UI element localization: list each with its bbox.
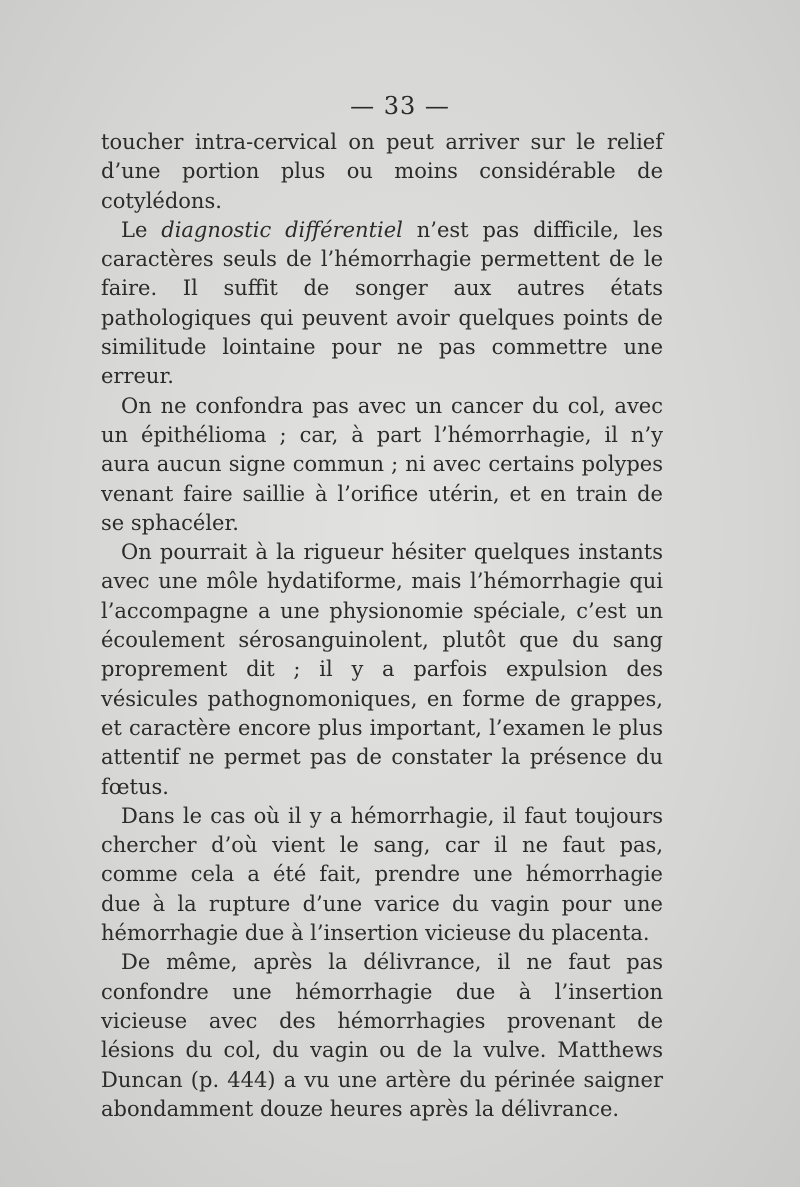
text-run: Dans le cas où il y a hémorrhagie, il faut toujours chercher d’où vient le sang, car il ne faut pas, comme cela a été fait, prendre une hémorrhagie due à la rupture d’une varice du vagin pour une hémorrhagie due à l’insertion vicieuse du placenta. — [101, 803, 663, 946]
text-run: Le — [121, 217, 162, 242]
text-run: toucher intra-cervical on peut arriver sur le relief d’une portion plus ou moins considérable de cotylédons. — [101, 130, 663, 213]
italic-term: diagnostic différentiel — [161, 217, 403, 242]
page-number: — 33 — — [350, 92, 450, 120]
paragraph — [101, 216, 663, 392]
paragraph — [101, 128, 663, 216]
text-run: n’est pas difficile, les caractères seuls de l’hémorrhagie permettent de le faire. Il suffit de songer aux autres états pathologiques qui peuvent avoir quelques points de similitude lointaine pour ne pas commettre une erreur. — [101, 217, 663, 389]
body-text — [101, 128, 663, 1124]
text-run: De même, après la délivrance, il ne faut pas confondre une hémorrhagie due à l’insertion vicieuse avec des hémorrhagies provenant de lésions du col, du vagin ou de la vulve. Matthews Duncan (p. 444) a vu une artère du périnée saigner abondamment douze heures après la délivrance. — [101, 950, 663, 1121]
text-run: On pourrait à la rigueur hésiter quelques instants avec une môle hydatiforme, mais l’hémorrhagie qui l’accompagne a une physionomie spéciale, c’est un écoulement sérosanguinolent, plutôt que du sang proprement dit ; il y a parfois expulsion des vésicules pathognomoniques, en forme de grappes, et caractère encore plus important, l’examen le plus attentif ne permet pas de constater la présence du fœtus. — [101, 540, 663, 799]
paragraph — [101, 802, 663, 948]
paragraph — [101, 538, 663, 802]
paragraph — [101, 948, 663, 1124]
text-run: On ne confondra pas avec un cancer du col, avec un épithélioma ; car, à part l’hémorrhagie, il n’y aura aucun signe commun ; ni avec certains polypes venant faire saillie à l’orifice utérin, et en train de se sphacéler. — [101, 393, 663, 535]
paragraph — [101, 392, 663, 538]
